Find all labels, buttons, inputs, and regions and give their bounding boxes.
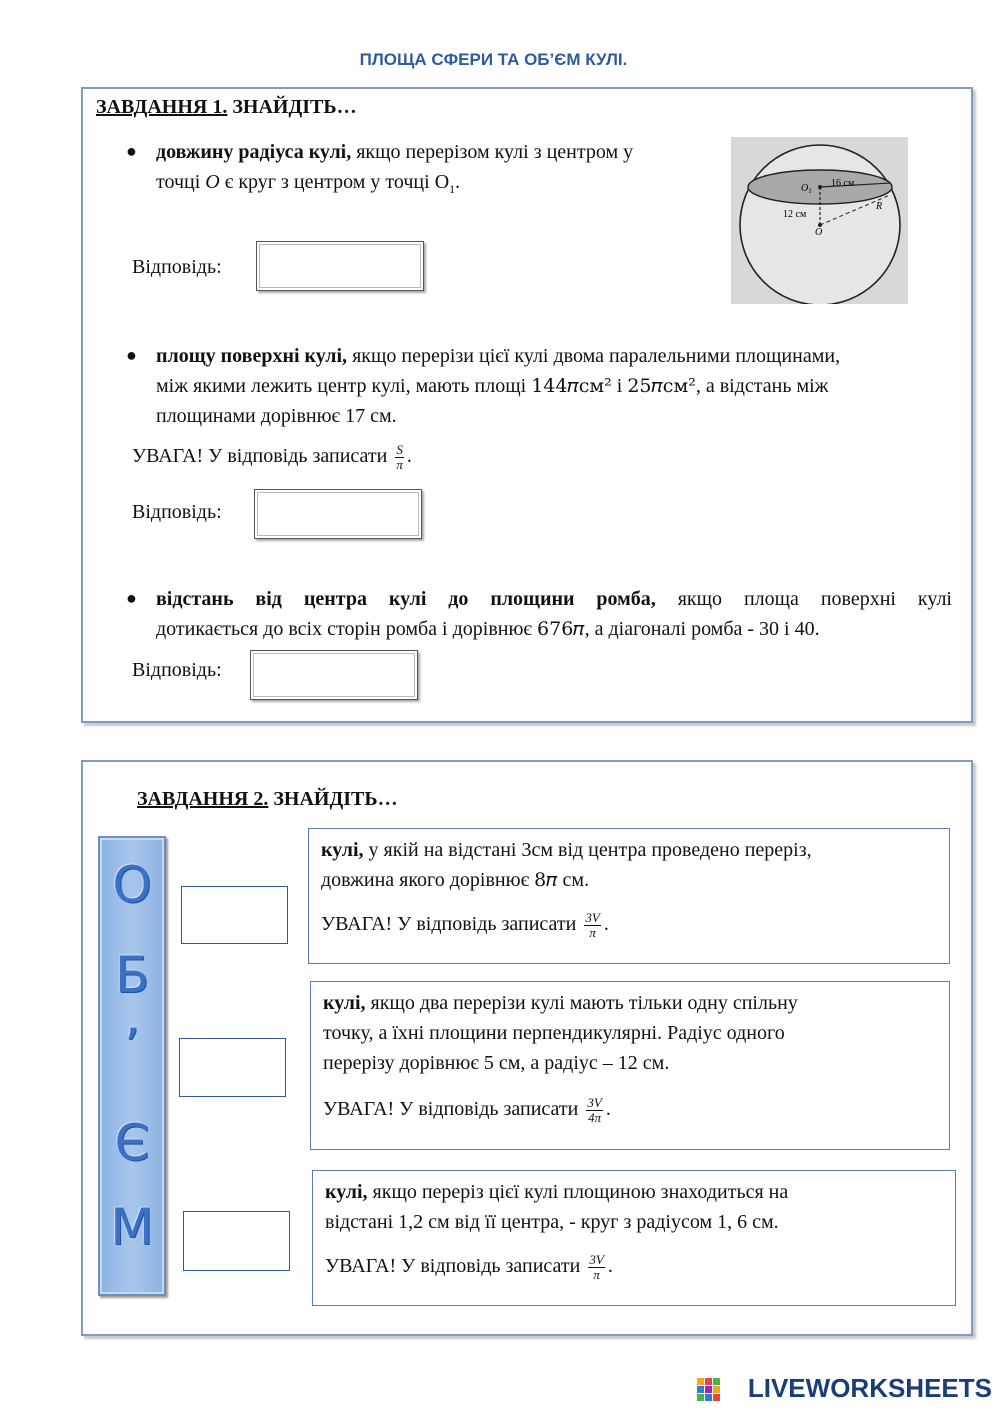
label-16: 16 см bbox=[831, 178, 855, 189]
task2-header: ЗАВДАННЯ 2. ЗНАЙДІТЬ… bbox=[137, 788, 398, 810]
card-2-note: УВАГА! У відповідь записати $\frac{3V}{4\pi}$ . bbox=[323, 1094, 611, 1125]
liveworksheets-logo-icon bbox=[697, 1378, 721, 1402]
task1-item1: ● довжину радіуса кулі, якщо перерізом кулі з центром у точці O є круг з центром у точці $O_1$. bbox=[156, 137, 726, 204]
task2-card-3 bbox=[312, 1170, 956, 1306]
brand-name: LIVEWORKSHEETS bbox=[747, 1373, 992, 1403]
task2-card-2 bbox=[310, 981, 950, 1150]
task1-item3: ● відстань від центра кулі до площини ромба, якщо площа поверхні кулі дотикається до всіх сторін ромба і дорівнює 676𝜋, а діагоналі ромба - 30 і 40. bbox=[156, 584, 952, 644]
answer-input-5[interactable] bbox=[179, 1038, 286, 1097]
side-letter-1: О bbox=[112, 856, 152, 914]
task1-item2: ● площу поверхні кулі, якщо перерізи цієї кулі двома паралельними площинами, між якими лежить центр кулі, мають площі 144𝜋см² і 25𝜋см², а відстань між площинами дорівнює 17 см. bbox=[156, 341, 956, 431]
card-3-note: УВАГА! У відповідь записати $\frac{3V}{\pi}$ . bbox=[325, 1251, 613, 1282]
label-r: R bbox=[876, 201, 883, 212]
task2-card-1 bbox=[308, 828, 950, 964]
task1-panel bbox=[81, 87, 973, 723]
fraction-3v-pi: $\frac{3V}{\pi}$ bbox=[585, 909, 600, 940]
bullet-icon: ● bbox=[126, 588, 137, 608]
label-12: 12 см bbox=[783, 209, 807, 220]
label-o1: $O_1$ bbox=[801, 183, 812, 195]
sphere-figure bbox=[731, 137, 908, 304]
fraction-3v-4pi: $\frac{3V}{4\pi}$ bbox=[587, 1094, 602, 1125]
bullet-icon: ● bbox=[126, 345, 137, 365]
answer-label-2: Відповідь: bbox=[132, 501, 222, 523]
label-o: O bbox=[815, 227, 823, 238]
side-letter-5: М bbox=[110, 1198, 154, 1256]
card-2-text: кулі, якщо два перерізи кулі мають тільки одну спільну точку, а їхні площини перпендикулярні. Радіус одного перерізу дорівнює 5 см, а радіус – 12 см. bbox=[323, 992, 798, 1074]
card-1-text: кулі, у якій на відстані 3см від центра проведено переріз, довжина якого дорівнює 8𝜋 см. bbox=[321, 839, 812, 891]
card-3-text: кулі, якщо переріз цієї кулі площиною знаходиться на відстані 1,2 см від її центра, - круг з радіусом 1, 6 см. bbox=[325, 1181, 789, 1233]
bullet-icon: ● bbox=[126, 141, 137, 161]
side-word-bar bbox=[98, 836, 166, 1296]
answer-input-1[interactable] bbox=[256, 241, 424, 291]
answer-input-4[interactable] bbox=[181, 886, 288, 944]
side-letter-3: ’ bbox=[124, 1018, 140, 1076]
card-1-note: УВАГА! У відповідь записати $\frac{3V}{\pi}$ . bbox=[321, 909, 609, 940]
answer-label-3: Відповідь: bbox=[132, 659, 222, 681]
page-title: ПЛОЩА СФЕРИ ТА ОБ’ЄМ КУЛІ. bbox=[359, 50, 628, 69]
side-letter-4: Є bbox=[114, 1114, 150, 1172]
side-letter-2: Б bbox=[114, 946, 150, 1004]
note-1: УВАГА! У відповідь записати $\frac{S}{\pi}$ . bbox=[132, 442, 412, 472]
fraction-s-pi: $\frac{S}{\pi}$ bbox=[396, 442, 403, 472]
answer-label-1: Відповідь: bbox=[132, 256, 222, 278]
task1-header: ЗАВДАННЯ 1. ЗНАЙДІТЬ… bbox=[96, 96, 357, 118]
fraction-3v-pi-2: $\frac{3V}{\pi}$ bbox=[589, 1251, 604, 1282]
answer-input-3[interactable] bbox=[250, 650, 418, 700]
answer-input-2[interactable] bbox=[254, 489, 422, 539]
answer-input-6[interactable] bbox=[183, 1211, 290, 1271]
